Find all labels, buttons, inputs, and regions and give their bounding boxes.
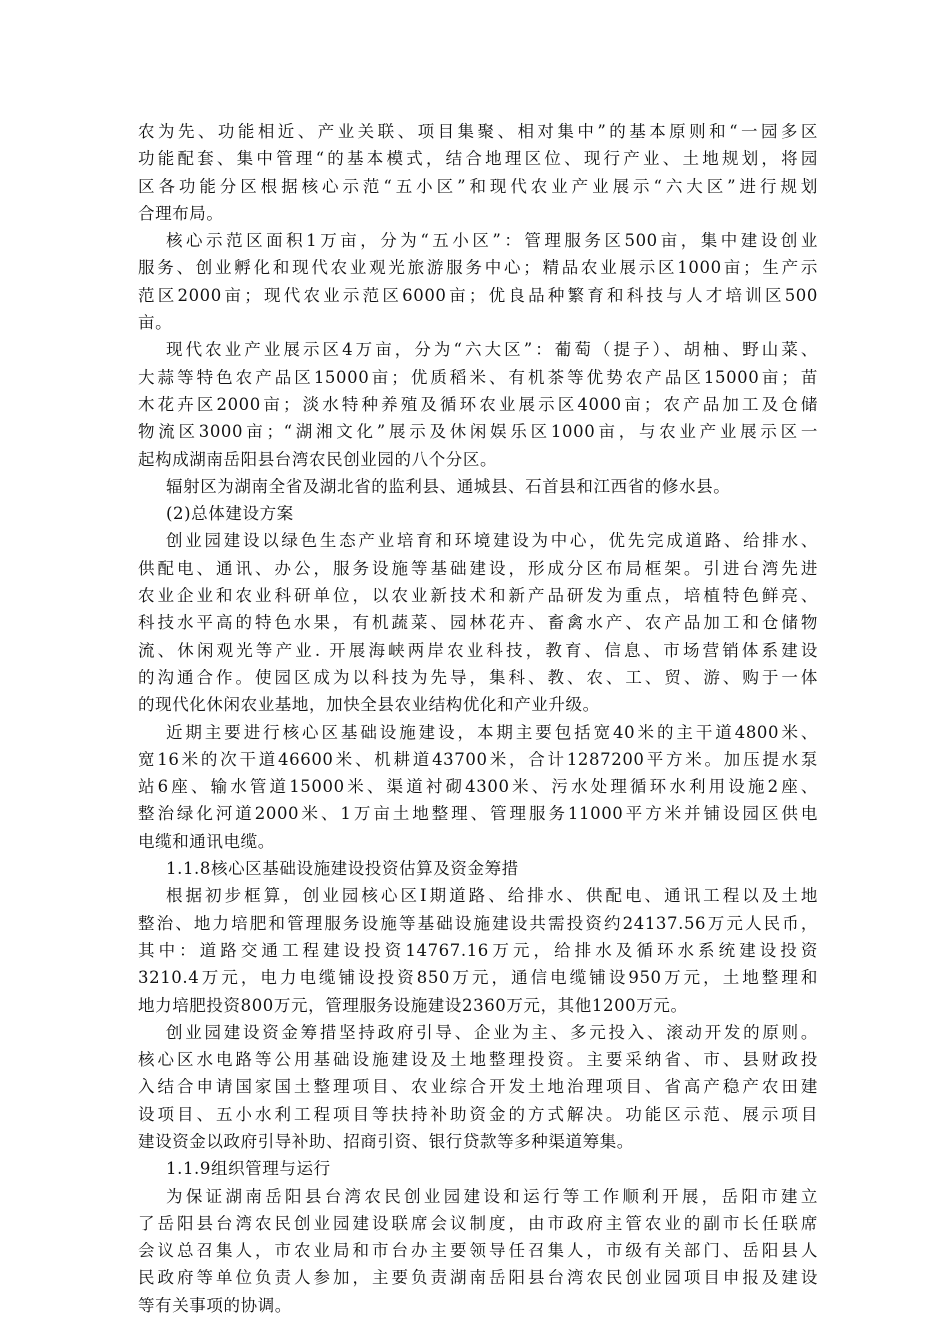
- text-line: 根据初步框算，创业园核心区Ⅰ期道路、给排水、供配电、通讯工程以及土地: [166, 886, 818, 906]
- paragraph-near-term: [138, 719, 818, 855]
- paragraph-core-zone: [138, 227, 818, 336]
- section-heading-1-1-9: [138, 1155, 818, 1182]
- text-line: 流、休闲观光等产业. 开展海峡两岸农业科技，教育、信息、市场营销体系建设: [138, 640, 818, 660]
- text-line: 了岳阳县台湾农民创业园建设联席会议制度，由市政府主管农业的副市长任联席: [138, 1213, 818, 1233]
- text-line: 整治、地力培肥和管理服务设施等基础设施建设共需投资约24137.56万元人民币，: [138, 913, 818, 933]
- text-line: 民政府等单位负责人参加，主要负责湖南岳阳县台湾农民创业园项目申报及建设: [138, 1268, 818, 1288]
- text-line: 入结合申请国家国土整理项目、农业综合开发土地治理项目、省高产稳产农田建: [138, 1077, 818, 1097]
- text-line: 设项目、五小水利工程项目等扶持补助资金的方式解决。功能区示范、展示项目: [138, 1104, 818, 1124]
- paragraph-investment: [138, 882, 818, 1018]
- text-line: 辐射区为湖南全省及湖北省的监利县、通城县、石首县和江西省的修水县。: [166, 476, 731, 496]
- text-line: 范区2000亩；现代农业示范区6000亩；优良品种繁育和科技与人才培训区500: [138, 285, 818, 305]
- heading-text: 1.1.8核心区基础设施建设投资估算及资金筹措: [166, 859, 519, 879]
- text-line: 核心示范区面积1万亩，分为“五小区”：管理服务区500亩，集中建设创业: [166, 231, 818, 251]
- text-line: 起构成湖南岳阳县台湾农民创业园的八个分区。: [138, 449, 498, 469]
- paragraph-display-zone: [138, 336, 818, 472]
- heading-text: (2)总体建设方案: [166, 504, 294, 524]
- text-line: 大蒜等特色农产品区15000亩；优质稻米、有机茶等优势农产品区15000亩；苗: [138, 367, 818, 387]
- text-line: 创业园建设资金筹措坚持政府引导、企业为主、多元投入、滚动开发的原则。: [166, 1022, 818, 1042]
- section-heading-overall-plan: [138, 500, 818, 527]
- text-line: 物流区3000亩；“湖湘文化”展示及休闲娱乐区1000亩，与农业产业展示区一: [138, 422, 818, 442]
- document-page: [138, 118, 818, 1319]
- paragraph-plan-body: [138, 527, 818, 718]
- text-line: 现代农业产业展示区4万亩，分为“六大区”：葡萄（提子）、胡柚、野山菜、: [166, 340, 818, 360]
- text-line: 农为先、功能相近、产业关联、项目集聚、相对集中”的基本原则和“一园多区: [138, 122, 818, 141]
- text-line: 电缆和通讯电缆。: [138, 831, 275, 851]
- text-line: 站6座、输水管道15000米、渠道衬砌4300米、污水处理循环水利用设施2座、: [138, 777, 818, 797]
- paragraph-funding: [138, 1019, 818, 1155]
- text-line: 3210.4万元，电力电缆铺设投资850万元，通信电缆铺设950万元，土地整理和: [138, 968, 818, 988]
- text-line: 整治绿化河道2000米、1万亩土地整理、管理服务11000平方米并铺设园区供电: [138, 804, 818, 824]
- text-line: 地力培肥投资800万元，管理服务设施建设2360万元，其他1200万元。: [138, 995, 688, 1015]
- text-line: 近期主要进行核心区基础设施建设，本期主要包括宽40米的主干道4800米、: [166, 722, 818, 742]
- text-line: 亩。: [138, 313, 173, 333]
- text-line: 农业企业和农业科研单位，以农业新技术和新产品研发为重点，培植特色鲜亮、: [138, 586, 818, 606]
- text-line: 功能配套、集中管理“的基本模式，结合地理区位、现行产业、土地规划，将园: [138, 149, 818, 169]
- text-line: 核心区水电路等公用基础设施建设及土地整理投资。主要采纳省、市、县财政投: [138, 1050, 818, 1070]
- paragraph-organization: [138, 1183, 818, 1319]
- text-line: 供配电、通讯、办公，服务设施等基础建设，形成分区布局框架。引进台湾先进: [138, 558, 818, 578]
- text-line: 会议总召集人，市农业局和市台办主要领导任召集人，市级有关部门、岳阳县人: [138, 1241, 818, 1261]
- text-line: 木花卉区2000亩；淡水特种养殖及循环农业展示区4000亩；农产品加工及仓储: [138, 394, 818, 414]
- text-line: 区各功能分区根据核心示范“五小区”和现代农业产业展示“六大区”进行规划: [138, 176, 818, 196]
- text-line: 合理布局。: [138, 203, 224, 223]
- text-line: 科技水平高的特色水果，有机蔬菜、园林花卉、畜禽水产、农产品加工和仓储物: [138, 613, 818, 633]
- text-line: 创业园建设以绿色生态产业培育和环境建设为中心，优先完成道路、给排水、: [166, 531, 818, 551]
- text-line: 宽16米的次干道46600米、机耕道43700米，合计1287200平方米。加压提水泵: [138, 749, 818, 769]
- paragraph-intro: [138, 118, 818, 227]
- section-heading-1-1-8: [138, 855, 818, 882]
- text-line: 等有关事项的协调。: [138, 1295, 292, 1315]
- text-line: 建设资金以政府引导补助、招商引资、银行贷款等多种渠道筹集。: [138, 1131, 634, 1151]
- text-line: 为保证湖南岳阳县台湾农民创业园建设和运行等工作顺利开展，岳阳市建立: [166, 1186, 818, 1206]
- text-line: 的现代化休闲农业基地，加快全县农业结构优化和产业升级。: [138, 695, 600, 715]
- paragraph-radiation-zone: [138, 473, 818, 500]
- text-line: 服务、创业孵化和现代农业观光旅游服务中心；精品农业展示区1000亩；生产示: [138, 258, 818, 278]
- heading-text: 1.1.9组织管理与运行: [166, 1159, 331, 1179]
- text-line: 的沟通合作。使园区成为以科技为先导，集科、教、农、工、贸、游、购于一体: [138, 667, 818, 687]
- text-line: 其中：道路交通工程建设投资14767.16万元，给排水及循环水系统建设投资: [138, 940, 818, 960]
